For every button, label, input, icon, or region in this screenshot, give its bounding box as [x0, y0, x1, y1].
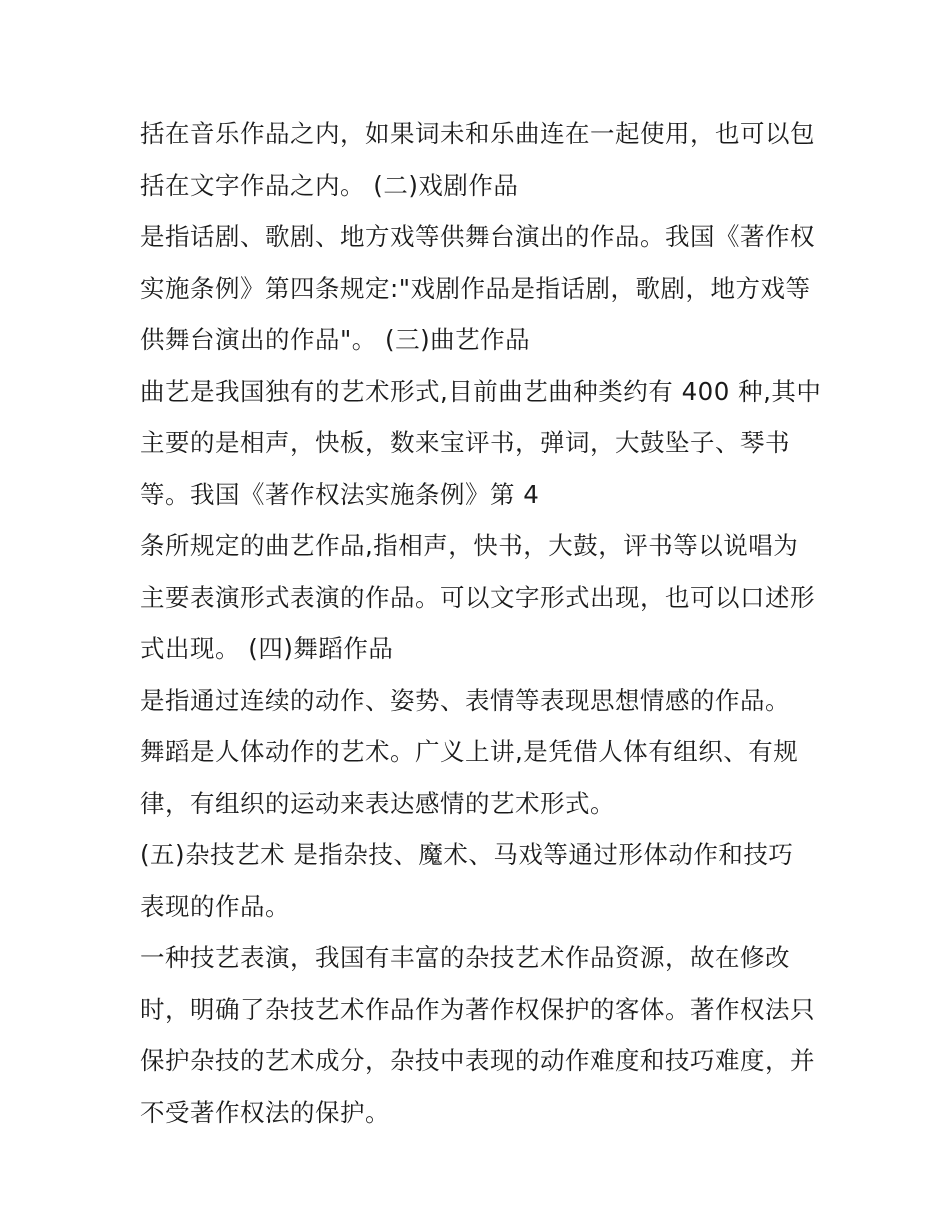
text-line: 时，明确了杂技艺术作品作为著作权保护的客体。著作权法只	[140, 994, 815, 1024]
text-line: 曲艺是我国独有的艺术形式,目前曲艺曲种类约有 400 种,其中	[140, 376, 822, 406]
text-line: 式出现。 (四)舞蹈作品	[140, 634, 394, 663]
text-line: 主要表演形式表演的作品。可以文字形式出现，也可以口述形	[140, 582, 815, 612]
text-line: 括在文字作品之内。 (二)戏剧作品	[140, 170, 519, 200]
text-line: 表现的作品。	[140, 891, 290, 921]
text-line: 括在音乐作品之内，如果词未和乐曲连在一起使用，也可以包	[140, 119, 815, 148]
document-body	[140, 108, 830, 1138]
text-line: (五)杂技艺术 是指杂技、魔术、马戏等通过形体动作和技巧	[140, 840, 794, 869]
text-line: 等。我国《著作权法实施条例》第 4	[140, 479, 540, 509]
text-line: 实施条例》第四条规定:"戏剧作品是指话剧，歌剧，地方戏等	[140, 273, 811, 303]
text-line: 舞蹈是人体动作的艺术。广义上讲,是凭借人体有组织、有规	[140, 737, 799, 766]
text-line: 条所规定的曲艺作品,指相声，快书，大鼓，评书等以说唱为	[140, 531, 799, 560]
text-line: 律，有组织的运动来表达感情的艺术形式。	[140, 788, 615, 818]
text-line: 一种技艺表演，我国有丰富的杂技艺术作品资源，故在修改	[140, 943, 790, 972]
text-line: 供舞台演出的作品"。 (三)曲艺作品	[140, 325, 531, 354]
text-line: 是指通过连续的动作、姿势、表情等表现思想情感的作品。	[140, 685, 790, 715]
text-line: 不受著作权法的保护。	[140, 1097, 390, 1127]
text-line: 是指话剧、歌剧、地方戏等供舞台演出的作品。我国《著作权	[140, 222, 815, 251]
text-line: 保护杂技的艺术成分，杂技中表现的动作难度和技巧难度，并	[140, 1046, 815, 1075]
text-line: 主要的是相声，快板，数来宝评书，弹词，大鼓坠子、琴书	[140, 428, 790, 457]
